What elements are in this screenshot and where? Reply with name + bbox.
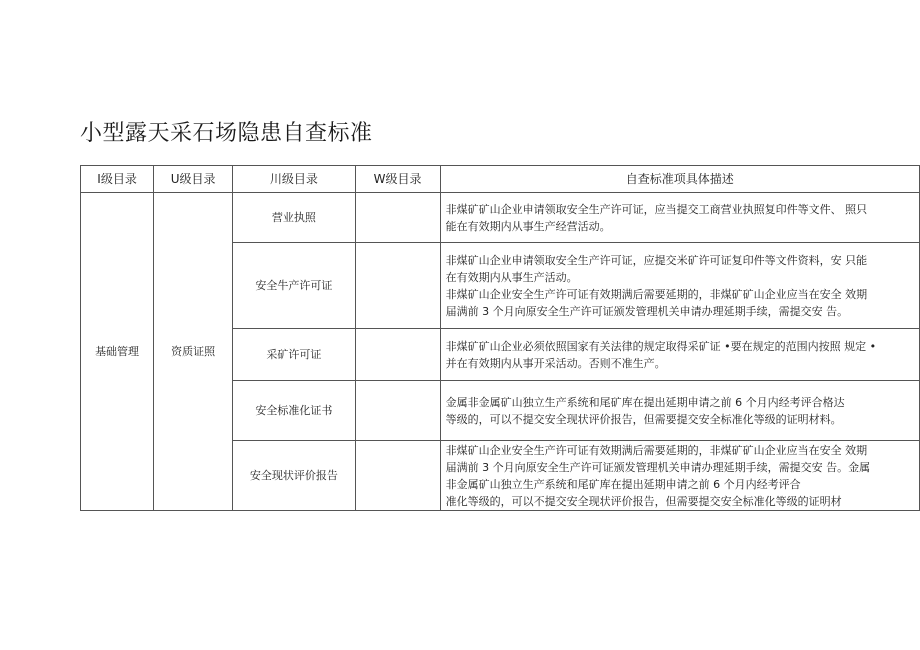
page-title: 小型露天采石场隐患自查标准	[80, 121, 373, 146]
description-line: 非煤矿矿山企业申请领取安全生产许可证，应当提交工商营业执照复印件等文件、 照只	[445, 202, 868, 216]
description-line: 届满前 3 个月向原安全生产许可证颁发管理机关申请办理延期手续，需提交安 告。	[445, 304, 849, 318]
level3-cell: 安全牛产许可证	[233, 243, 355, 329]
level3-cell: 安全标准化证书	[233, 381, 355, 441]
level3-cell: 安全现状评价报告	[233, 441, 355, 511]
table-row	[81, 193, 920, 243]
level3-cell: 采矿许可证	[233, 329, 355, 381]
description-line: 非煤矿山企业申请领取安全生产许可证，应提交米矿许可证复印件等文件资料，安 只能	[445, 253, 868, 267]
description-cell	[440, 329, 919, 381]
description-line: 届满前 3 个月向原安全生产许可证颁发管理机关申请办理延期手续，需提交安 告。金属	[445, 460, 871, 474]
header-level1: I级目录	[81, 166, 154, 193]
description-cell	[440, 193, 919, 243]
header-level2: U级目录	[154, 166, 233, 193]
description-line: 等级的，可以不提交安全现状评价报告，但需要提交安全标准化等级的证明材料。	[445, 412, 842, 426]
description-line: 在有效期内从事生产活动。	[445, 270, 578, 284]
level4-cell	[355, 329, 440, 381]
level1-cell: 基础管理	[81, 193, 154, 511]
level4-cell	[355, 381, 440, 441]
description-line: 非煤矿矿山企业必须依照国家有关法律的规定取得采矿证 •要在规定的范围内按照 规定 •	[445, 339, 877, 353]
description-line: 准化等级的，可以不提交安全现状评价报告，但需要提交安全标准化等级的证明材	[445, 494, 842, 508]
description-line: 非金属矿山独立生产系统和尾矿库在提出延期申请之前 6 个月内经考评合	[445, 477, 801, 491]
level4-cell	[355, 193, 440, 243]
description-line: 并在有效期内从事开采活动。否则不准生产。	[445, 356, 666, 370]
description-line: 金属非金属矿山独立生产系统和尾矿库在提出延期申请之前 6 个月内经考评合格达	[445, 395, 845, 409]
description-cell	[440, 381, 919, 441]
level4-cell	[355, 243, 440, 329]
level3-cell: 营业执照	[233, 193, 355, 243]
standards-table	[80, 165, 920, 511]
table-header-row	[81, 166, 920, 193]
description-line: 能在有效期内从事生产经营活动。	[445, 219, 611, 233]
level4-cell	[355, 441, 440, 511]
description-line: 非煤矿山企业安全生产许可证有效期满后需要延期的，非煤矿矿山企业应当在安全 效期	[445, 287, 868, 301]
description-line: 非煤矿山企业安全生产许可证有效期满后需要延期的，非煤矿矿山企业应当在安全 效期	[445, 443, 868, 457]
header-level4: W级目录	[355, 166, 440, 193]
header-description: 自查标准项具体描述	[440, 166, 919, 193]
description-cell	[440, 441, 919, 511]
header-level3: 川级目录	[233, 166, 355, 193]
level2-cell: 资质证照	[154, 193, 233, 511]
description-cell	[440, 243, 919, 329]
